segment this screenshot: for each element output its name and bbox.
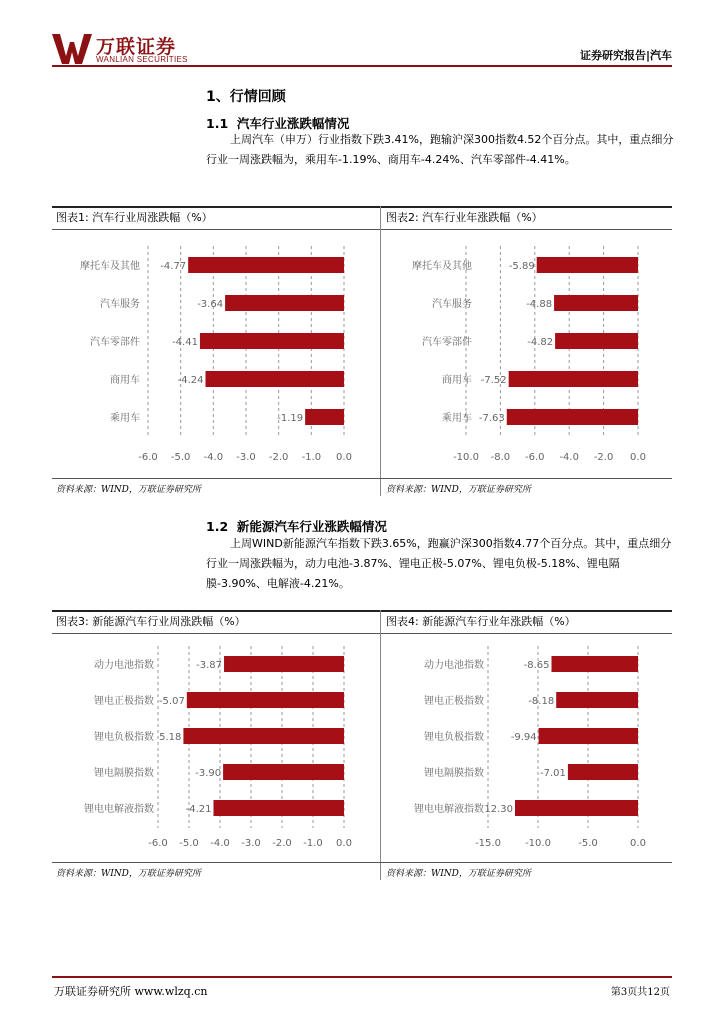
subsection-2-number: 1.2 <box>206 519 229 534</box>
category-label: 锂电负极指数 <box>424 732 484 743</box>
subsection-1-heading: 汽车行业涨跌幅情况 <box>236 116 350 131</box>
bar <box>556 692 638 708</box>
tick-label: -5.0 <box>179 838 199 849</box>
data-label: -4.82 <box>527 337 554 348</box>
data-label: -5.89 <box>508 261 535 272</box>
subsection-2-heading: 新能源汽车行业涨跌幅情况 <box>236 519 387 534</box>
tick-label: -5.0 <box>170 452 191 463</box>
data-label: -3.87 <box>196 660 223 671</box>
bar <box>205 371 344 387</box>
category-label: 锂电电解液指数 <box>84 804 154 815</box>
tick-label: -8.0 <box>490 452 511 463</box>
tick-label: -3.0 <box>241 838 261 849</box>
tick-label: 0.0 <box>336 452 352 463</box>
bar <box>183 728 344 744</box>
bar <box>509 371 638 387</box>
category-label: 锂电正极指数 <box>94 696 154 707</box>
bar <box>223 764 344 780</box>
chart4-title: 图表4: 新能源汽车行业年涨跌幅（%） <box>386 615 576 628</box>
bar <box>305 409 344 425</box>
tick-label: -5.0 <box>578 838 598 849</box>
category-label: 汽车零部件 <box>422 337 472 348</box>
category-label: 动力电池指数 <box>94 660 154 671</box>
chart2-title: 图表2: 汽车行业年涨跌幅（%） <box>386 211 543 224</box>
bar <box>187 692 344 708</box>
tick-label: -15.0 <box>475 838 501 849</box>
chart4-source: 资料来源：WIND，万联证券研究所 <box>386 869 531 879</box>
chart3-source: 资料来源：WIND，万联证券研究所 <box>56 869 201 879</box>
tick-label: -2.0 <box>272 838 292 849</box>
footer-divider <box>52 976 672 978</box>
bar <box>515 800 638 816</box>
data-label: -9.94 <box>510 732 537 743</box>
data-label: -1.19 <box>277 413 304 424</box>
bar <box>224 656 344 672</box>
report-type: 证券研究报告|汽车 <box>579 49 672 62</box>
tick-label: -3.0 <box>236 452 256 463</box>
bar <box>568 764 638 780</box>
bar <box>539 728 638 744</box>
category-label: 锂电负极指数 <box>94 732 154 743</box>
bar <box>555 333 638 349</box>
panel-row2-divider <box>380 610 381 880</box>
footer-left: 万联证券研究所 www.wlzq.cn <box>54 985 208 998</box>
bar <box>213 800 344 816</box>
tick-label: -1.0 <box>303 838 323 849</box>
chart2-svg <box>382 232 672 476</box>
data-label: -3.90 <box>195 768 222 779</box>
chart4-svg <box>382 636 672 860</box>
tick-label: -10.0 <box>525 838 551 849</box>
category-label: 锂电正极指数 <box>424 696 484 707</box>
tick-label: -10.0 <box>453 452 479 463</box>
category-label: 摩托车及其他 <box>412 261 472 272</box>
panel-row2-bottom-line <box>52 862 672 863</box>
tick-label: -6.0 <box>138 452 158 463</box>
category-label: 动力电池指数 <box>424 660 484 671</box>
category-label: 汽车服务 <box>100 299 140 310</box>
data-label: -4.21 <box>185 804 212 815</box>
bar <box>552 656 639 672</box>
tick-label: -1.0 <box>301 452 322 463</box>
tick-label: -4.0 <box>210 838 230 849</box>
category-label: 乘用车 <box>110 413 140 424</box>
data-label: 12.30 <box>484 804 513 815</box>
panel-row1-bottom-line <box>52 478 672 479</box>
data-label: -8.65 <box>523 660 550 671</box>
tick-label: -6.0 <box>525 452 545 463</box>
subsection-2-title <box>206 517 387 535</box>
category-label: 锂电隔膜指数 <box>424 768 484 779</box>
data-label: 5.18 <box>159 732 182 743</box>
category-label: 汽车零部件 <box>90 337 140 348</box>
category-label: 乘用车 <box>442 413 472 424</box>
data-label: -7.01 <box>540 768 566 779</box>
page-number: 第3页共12页 <box>610 987 670 998</box>
subsection-1-number: 1.1 <box>206 116 229 131</box>
panel-row1-divider <box>380 206 381 496</box>
tick-label: -4.0 <box>203 452 224 463</box>
panel-row2-title-line <box>52 633 672 634</box>
chart3-svg <box>52 636 378 860</box>
category-label: 锂电隔膜指数 <box>94 768 154 779</box>
category-label: 商用车 <box>110 375 140 386</box>
bar <box>200 333 344 349</box>
data-label: -4.24 <box>177 375 204 386</box>
data-label: -4.77 <box>160 261 187 272</box>
chart1-svg <box>52 232 378 476</box>
panel-row1-title-line <box>52 229 672 230</box>
section-title: 1、行情回顾 <box>206 89 286 105</box>
tick-label: -2.0 <box>268 452 289 463</box>
header-divider <box>52 65 672 67</box>
bar <box>554 295 638 311</box>
tick-label: 0.0 <box>336 838 352 849</box>
tick-label: 0.0 <box>630 838 646 849</box>
category-label: 商用车 <box>442 375 472 386</box>
chart1-title: 图表1: 汽车行业周涨跌幅（%） <box>56 211 213 224</box>
bar <box>507 409 638 425</box>
tick-label: 0.0 <box>630 452 646 463</box>
subsection-1-paragraph: 上周汽车（申万）行业指数下跌3.41%，跑输沪深300指数4.52个百分点。其中，重点细分行业一周涨跌幅为，乘用车-1.19%、商用车-4.24%、汽车零部件-4.41%。 <box>206 133 674 166</box>
data-label: -3.64 <box>197 299 224 310</box>
category-label: 汽车服务 <box>432 299 472 310</box>
data-label: -7.52 <box>480 375 507 386</box>
chart1-source: 资料来源：WIND，万联证券研究所 <box>56 485 201 495</box>
data-label: -4.88 <box>526 299 553 310</box>
category-label: 摩托车及其他 <box>80 261 140 272</box>
subsection-2-paragraph: 上周WIND新能源汽车指数下跌3.65%，跑赢沪深300指数4.77个百分点。其中，重点细分行业一周涨跌幅为，动力电池-3.87%、锂电正极-5.07%、锂电负极-5.18%、锂电隔膜-3.90%、电解液-4.21%。 <box>206 537 672 590</box>
chart2-source: 资料来源：WIND，万联证券研究所 <box>386 485 531 495</box>
logo-subtext: WANLIAN SECURITIES <box>96 55 188 64</box>
bar <box>225 295 344 311</box>
data-label: -8.18 <box>528 696 555 707</box>
tick-label: -4.0 <box>559 452 579 463</box>
data-label: -4.41 <box>172 337 198 348</box>
tick-label: -2.0 <box>593 452 614 463</box>
data-label: -5.07 <box>158 696 185 707</box>
category-label: 锂电电解液指数 <box>414 804 484 815</box>
logo-text: 万联证券 <box>96 36 177 58</box>
data-label: -7.63 <box>478 413 505 424</box>
tick-label: -6.0 <box>148 838 168 849</box>
bar <box>188 257 344 273</box>
logo-icon <box>52 32 92 66</box>
bar <box>537 257 638 273</box>
chart3-title: 图表3: 新能源汽车行业周涨跌幅（%） <box>56 615 246 628</box>
